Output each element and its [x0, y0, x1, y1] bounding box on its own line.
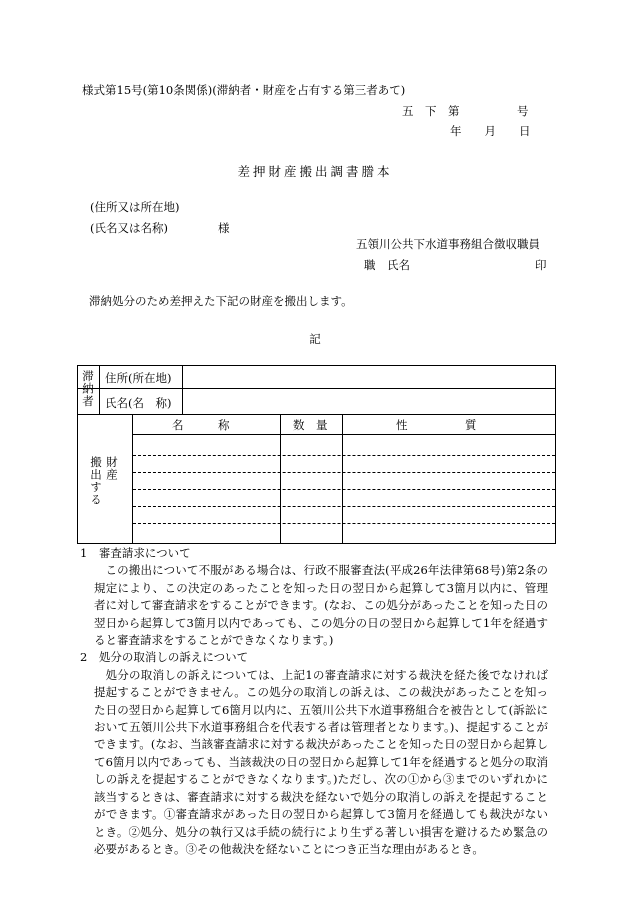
notice-text: 滞納処分のため差押えた下記の財産を搬出します。 — [89, 294, 353, 308]
property-label: 財産 — [105, 456, 119, 481]
column-header-name: 名 称 — [172, 418, 230, 432]
issuer-seal: 印 — [535, 258, 547, 272]
table-dashed-rule — [133, 523, 555, 524]
issuer-organization: 五領川公共下水道事務組合徴収職員 — [356, 237, 540, 251]
column-header-quantity: 数 量 — [293, 418, 328, 432]
notes-section — [80, 545, 548, 858]
table-rule — [182, 366, 183, 414]
delinquent-label: 滞納者 — [81, 370, 95, 408]
table-rule — [99, 366, 100, 414]
table-rule — [78, 414, 555, 415]
document-title: 差押財産搬出調書謄本 — [237, 164, 393, 179]
name-row-label: 氏名(名 称) — [105, 396, 172, 410]
carry-out-label: 搬出する — [89, 456, 103, 506]
note-body-lawsuit: 処分の取消しの訴えについては、上記1の審査請求に対する裁決を経た後でなければ提起することができません。この処分の取消しの訴えは、この裁決があったことを知った日の翌日から起算して6箇月以内に、五領川公共下水道事務組合を被告として(訴訟において五領川公共下水道事務組合を代表する者は管理者となります。)、提起することができます。(なお、当該審査請求に対する裁決があったことを知った日の翌日から起算して6箇月以内であっても、当該裁決の日の翌日から起算して1年を経過すると処分の取消しの訴えを提起することができなくなります。)ただし、次の①から③までのいずれかに該当するときは、審査請求に対する裁決を経ないで処分の取消しの訴えを提起することができます。①審査請求があった日の翌日から起算して3箇月を経過しても裁決がないとき。②処分、処分の執行又は手続の続行により生ずる著しい損害を避けるため緊急の必要があるとき。③その他裁決を経ないことにつき正当な理由があるとき。 — [94, 667, 548, 856]
table-rule — [132, 434, 555, 435]
table-dashed-rule — [133, 506, 555, 507]
table-dashed-rule — [133, 472, 555, 473]
ki-heading: 記 — [309, 332, 321, 346]
form-number: 様式第15号(第10条関係)(滞納者・財産を占有する第三者あて) — [82, 83, 406, 97]
date-line: 年 月 日 — [450, 124, 531, 138]
note-heading-review: 1 審査請求について — [80, 546, 191, 560]
issuer-title-name: 職 氏名 — [364, 258, 410, 272]
address-row-label: 住所(所在地) — [105, 371, 172, 385]
table-dashed-rule — [133, 455, 555, 456]
table-rule — [78, 388, 555, 389]
property-table — [77, 365, 556, 544]
table-dashed-rule — [133, 489, 555, 490]
note-heading-lawsuit: 2 処分の取消しの訴えについて — [80, 650, 249, 665]
recipient-name-label: (氏名又は名称) — [90, 221, 168, 235]
recipient-address-label: (住所又は所在地) — [90, 200, 180, 214]
note-body-review: この搬出について不服がある場合は、行政不服審査法(平成26年法律第68号)第2条の規定により、この決定のあったことを知った日の翌日から起算して3箇月以内に、管理者に対して審査請求をすることができます。(なお、この処分があったことを知った日の翌日から起算して3箇月以内であっても、この処分の日の翌日から起算して1年を経過すると審査請求をすることができなくなります。) — [94, 563, 548, 648]
column-header-nature: 性 質 — [396, 418, 477, 432]
document-number: 五 下 第 号 — [402, 104, 529, 118]
recipient-honorific: 様 — [218, 221, 230, 235]
